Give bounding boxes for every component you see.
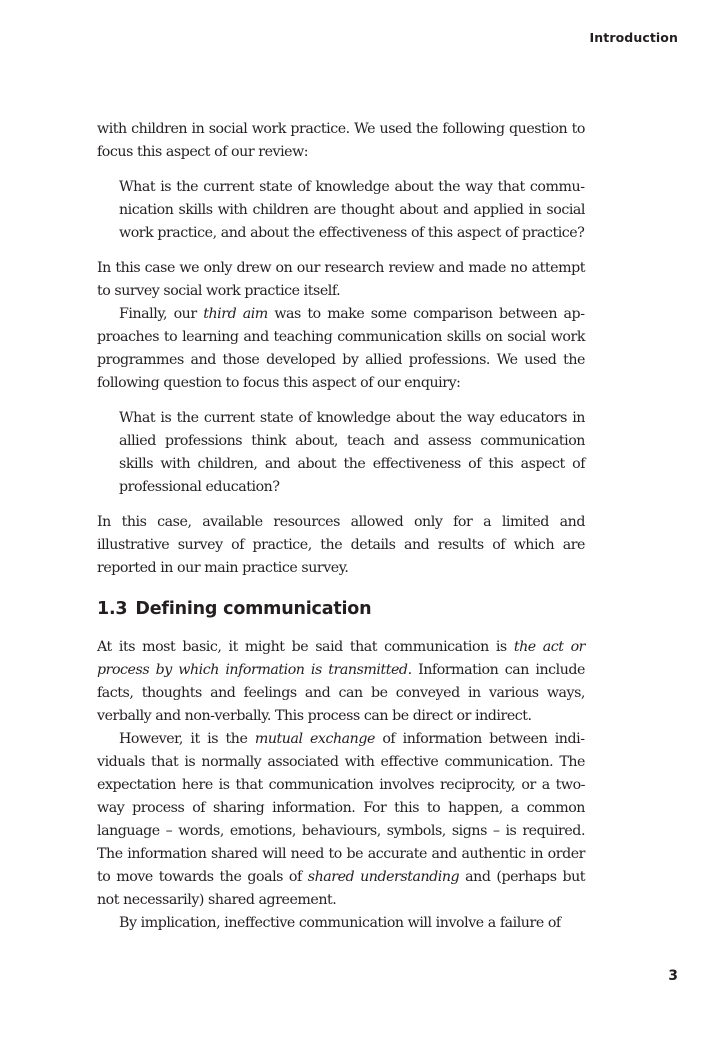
running-head: Introduction [589, 30, 678, 45]
definition-emphasis: the act or process by which information is transmitted. [97, 639, 585, 678]
section-heading [97, 597, 585, 621]
mutual-exchange-emphasis: mutual exchange [254, 731, 375, 747]
definition-rest: Information can include facts, thoughts and feelings and can be conveyed in various ways, verbally and non-verbally. This process can be direct or indirect. [97, 662, 585, 724]
paragraph-definition [97, 636, 585, 728]
shared-understanding-emphasis: shared understanding [307, 869, 460, 885]
third-aim-lead: Finally, our [119, 306, 204, 322]
research-question-1 [119, 176, 585, 245]
mutual-exchange-middle: of information between individuals that is normally associated with effective communication. The expectation here is that communication involves reciprocity, or a two-way process of sharing information. For this to happen, a common language – words, emotions, behaviours, symbols, signs – is required. The information shared will need to be accurate and authentic in order to move towards the goals of [97, 731, 586, 885]
section-number: 1.3 [97, 599, 128, 619]
research-question-2 [119, 407, 585, 499]
research-question-2-text: What is the current state of knowledge about the way educators in allied professions think about, teach and assess communication skills with children, and about the effectiveness of this aspect of professional education? [119, 410, 585, 495]
paragraph-survey-resources: In this case, available resources allowed only for a limited and illustrative survey of practice, the details and results of which are reported in our main practice survey. [97, 514, 585, 576]
page-number: 3 [668, 968, 678, 984]
page-content [97, 118, 585, 935]
definition-lead: At its most basic, it might be said that communication is [97, 639, 514, 655]
third-aim-emphasis: third aim [203, 306, 268, 322]
section-title: Defining communication [135, 599, 372, 619]
third-aim-rest: was to make some comparison between approaches to learning and teaching communication skills on social work programmes and those developed by allied professions. We used the following question to focus this aspect of our enquiry: [97, 306, 585, 391]
mutual-exchange-rest: and (perhaps but not necessarily) shared agreement. [97, 869, 586, 908]
paragraph-mutual-exchange [97, 728, 585, 912]
mutual-exchange-lead: However, it is the [119, 731, 255, 747]
paragraph-review-scope: In this case we only drew on our research review and made no attempt to survey social work practice itself. [97, 260, 585, 299]
paragraph-ineffective-communication: By implication, ineffective communication will involve a failure of [119, 915, 561, 931]
paragraph-third-aim [97, 303, 585, 395]
paragraph-continued: with children in social work practice. We used the following question to focus this aspect of our review: [97, 121, 585, 160]
research-question-1-text: What is the current state of knowledge about the way that communication skills with children are thought about and applied in social work practice, and about the effectiveness of this aspect of practice? [119, 179, 585, 241]
